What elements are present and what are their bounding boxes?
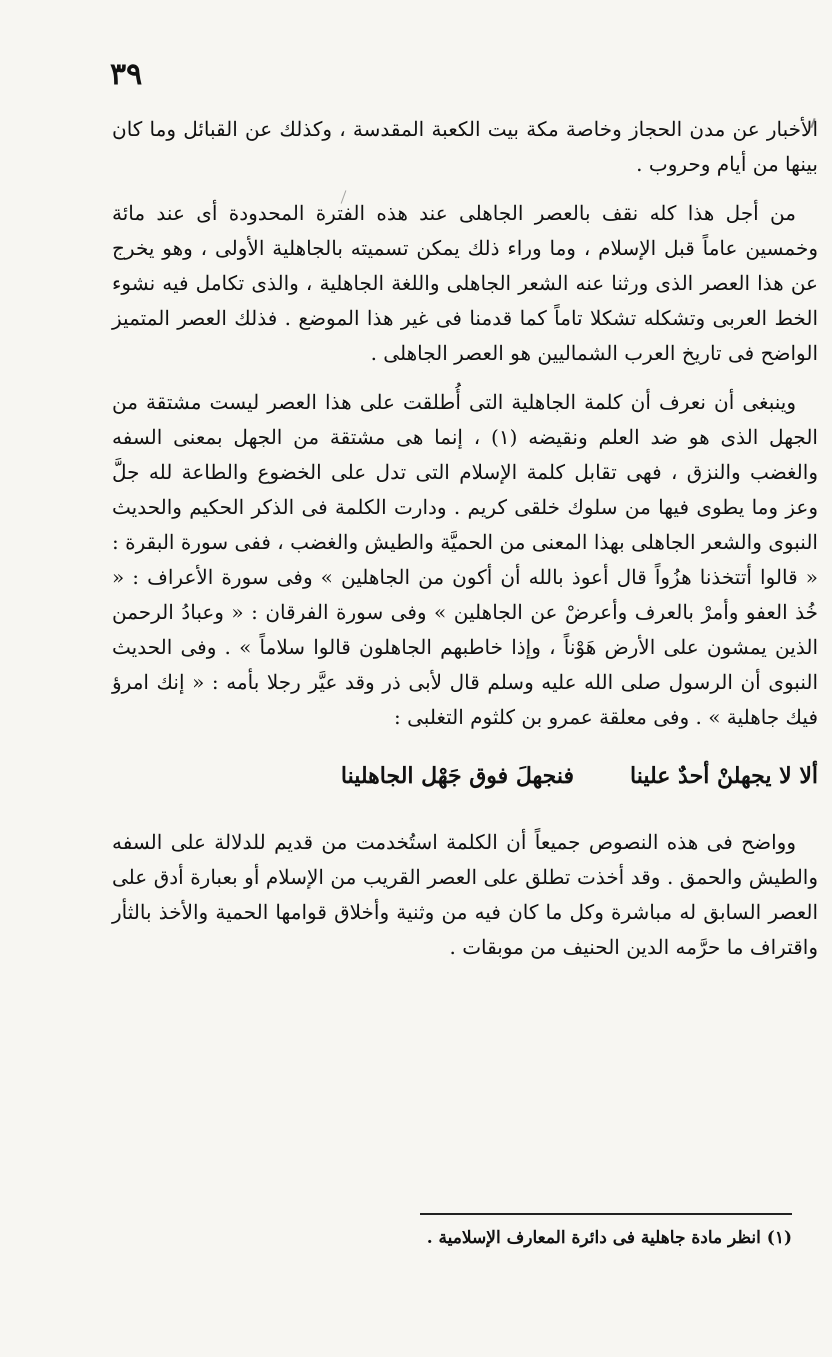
paragraph: الأخبار عن مدن الحجاز وخاصة مكة بيت الكعبة المقدسة ، وكذلك عن القبائل وما كان بينها من أيام وحروب .: [112, 117, 818, 176]
footnote: (١) انظر مادة جاهلية فى دائرة المعارف الإسلامية .: [426, 1228, 792, 1248]
footnote-divider: [420, 1213, 792, 1215]
paragraph: وواضح فى هذه النصوص جميعاً أن الكلمة استُخدمت من قديم للدلالة على السفه والطيش والحمق . وقد أخذت تطلق على العصر القريب من الإسلام أو بعبارة أدق على العصر السابق له مباشرة وكل ما كان فيه من وثنية وأخلاق قوامها الحمية والأخذ بالثأر واقتراف ما حرَّمه الدين الحنيف من موبقات .: [112, 830, 818, 959]
poetry-verse: [112, 757, 818, 795]
page-number: ٣٩: [110, 57, 143, 92]
verse-second-hemistich: فنجهلَ فوق جَهْل الجاهلينا: [340, 763, 574, 789]
paragraph: وينبغى أن نعرف أن كلمة الجاهلية التى أُطلقت على هذا العصر ليست مشتقة من الجهل الذى هو ضد العلم ونقيضه (١) ، إنما هى مشتقة من الجهل بمعنى السفه والغضب والنزق ، فهى تقابل كلمة الإسلام التى تدل على الخضوع والطاعة لله جلَّ وعز وما يطوى فيها من سلوك خلقى كريم . ودارت الكلمة فى الذكر الحكيم والحديث النبوى والشعر الجاهلى بهذا المعنى من الحميَّة والطيش والغضب ، ففى سورة البقرة : « قالوا أتتخذنا هزُواً قال أعوذ بالله أن أكون من الجاهلين » وفى سورة الأعراف : « خُذ العفو وأمرْ بالعرف وأعرضْ عن الجاهلين » وفى سورة الفرقان : « وعبادُ الرحمن الذين يمشون على الأرض هَوْناً ، وإذا خاطبهم الجاهلون قالوا سلاماً » . وفى الحديث النبوى أن الرسول صلى الله عليه وسلم قال لأبى ذر وقد عيَّر رجلا بأمه : « إنك امرؤ فيك جاهلية » . وفى معلقة عمرو بن كلثوم التغلبى :: [112, 390, 818, 729]
main-text: [112, 112, 818, 979]
verse-first-hemistich: ألا لا يجهلنْ أحدٌ علينا: [630, 763, 818, 789]
paragraph: من أجل هذا كله نقف بالعصر الجاهلى عند هذه الفترة المحدودة أى عند مائة وخمسين عاماً قبل الإسلام ، وما وراء ذلك يمكن تسميته بالجاهلية الأولى ، وهو يخرج عن هذا العصر الذى ورثنا عنه الشعر الجاهلى واللغة الجاهلية ، والذى تكامل فيه نشوء الخط العربى وتشكله تشكلا تاماً كما قدمنا فى غير هذا الموضع . فذلك العصر المتميز الواضح فى تاريخ العرب الشماليين هو العصر الجاهلى .: [112, 201, 818, 365]
